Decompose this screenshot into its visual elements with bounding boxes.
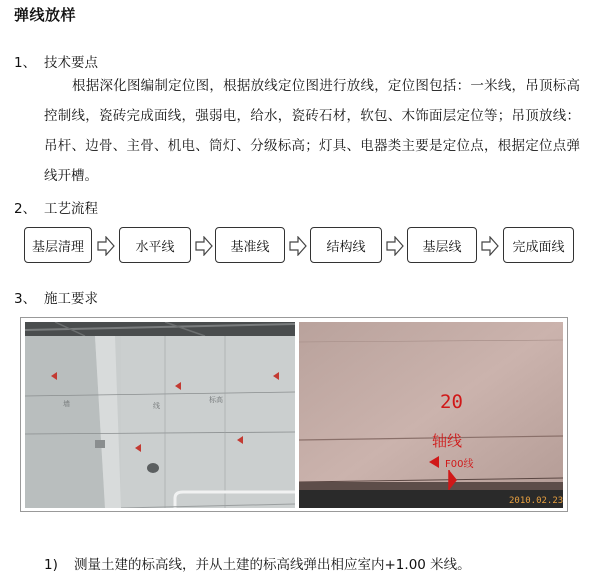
flow-step-finish-line: 完成面线 xyxy=(503,227,574,263)
section-1-number: 1、 xyxy=(14,55,37,71)
tech-paragraph: 根据深化图编制定位图，根据放线定位图进行放线，定位图包括：一米线，吊顶标高控制线，瓷砖完成面线，强弱电，给水，瓷砖石材，软包、木饰面层定位等；吊顶放线：吊杆、边骨、主骨、机电、筒灯、分级标高；灯具、电器类主要是定位点，根据定位点弹线开槽。 xyxy=(44,78,580,184)
arrow-right-icon xyxy=(289,236,307,256)
flow-step-base-clean: 基层清理 xyxy=(24,227,92,263)
section-2-number: 2、 xyxy=(14,201,37,217)
arrow-right-icon xyxy=(481,236,499,256)
axis-number-mark: 20 xyxy=(440,391,463,413)
section-3-number: 3、 xyxy=(14,291,37,307)
flow-step-base-layer-line: 基层线 xyxy=(407,227,477,263)
arrow-right-icon xyxy=(386,236,404,256)
section-2-heading: 工艺流程 xyxy=(44,201,98,217)
flow-step-horizontal-line: 水平线 xyxy=(119,227,191,263)
elevation-mark-label: F00线 xyxy=(445,459,474,470)
svg-text:墙: 墙 xyxy=(63,400,70,408)
flow-step-structure-line: 结构线 xyxy=(310,227,382,263)
section-3-heading: 施工要求 xyxy=(44,291,98,307)
requirement-item-1-number: 1) xyxy=(44,557,58,573)
arrow-right-icon xyxy=(97,236,115,256)
svg-text:线: 线 xyxy=(153,402,160,410)
flow-step-reference-line: 基准线 xyxy=(215,227,285,263)
requirement-item-1 xyxy=(44,553,471,573)
photo-left-wall-marking xyxy=(25,322,295,508)
photo-frame xyxy=(20,317,568,512)
photo-date-stamp: 2010.02.23 xyxy=(509,496,563,506)
axis-label-mark: 轴线 xyxy=(432,432,463,450)
requirement-item-1-text: 测量土建的标高线，并从土建的标高线弹出相应室内+1.00 米线。 xyxy=(74,557,471,573)
process-flow xyxy=(0,227,600,267)
svg-text:标高: 标高 xyxy=(209,396,223,404)
photo-right-axis-marking xyxy=(299,322,563,508)
section-1-heading: 技术要点 xyxy=(44,55,98,71)
page-title: 弹线放样 xyxy=(14,6,77,24)
arrow-right-icon xyxy=(195,236,213,256)
